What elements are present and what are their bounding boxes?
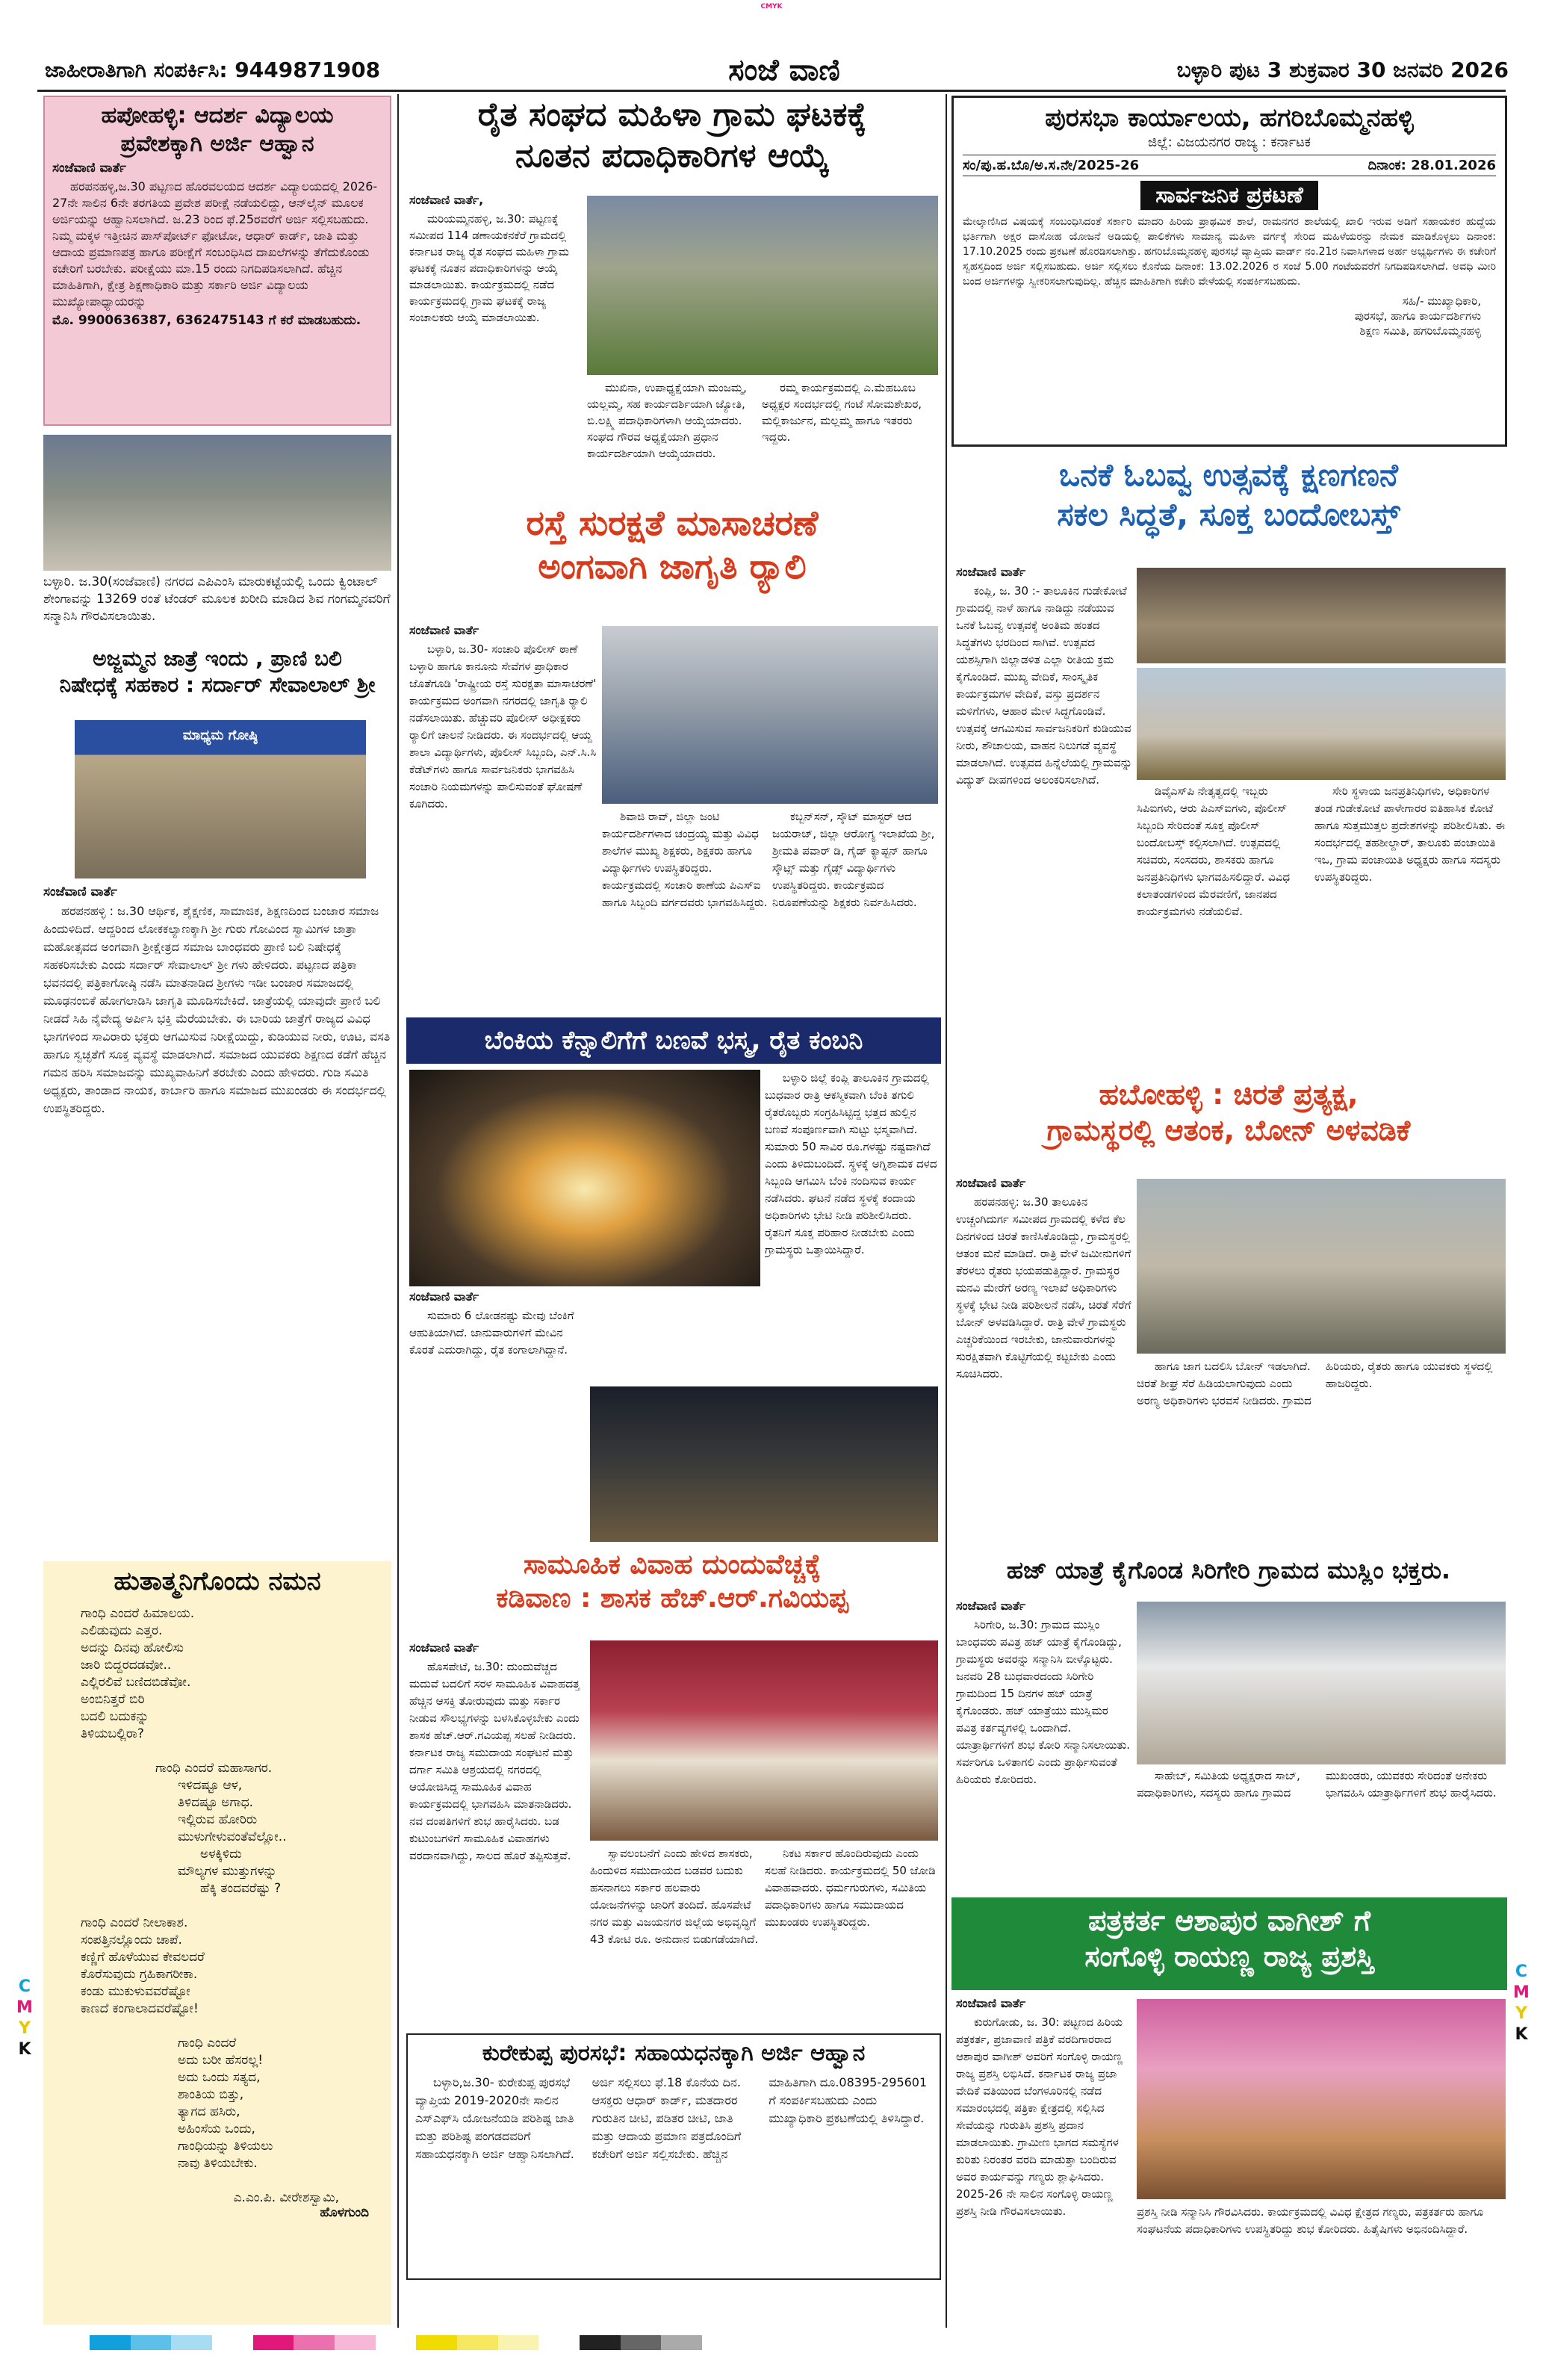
paragraph: ಕಬ್ಬನ್‌ಸನ್, ಸ್ಕೌಟ್ ಮಾಸ್ಟರ್ ಆದ ಜಯರಾಜ್, ಜಿಲ್ಲಾ ಆರೋಗ್ಯ ಇಲಾಖೆಯ ಶ್ರೀ, ಶ್ರೀಮತಿ ಪವಾರ್ ಡಿ, ಗೈಡ್ ಕ್ಯಾಪ್ಟನ್ ಹಾಗೂ ಸ್ಕೌಟ್ಸ್ ಮತ್ತು ಗೈಡ್ಸ್ ವಿದ್ಯಾರ್ಥಿಗಳು ಉಪಸ್ಥಿತರಿದ್ದರು. ಕಾರ್ಯಕ್ರಮದ ನಿರೂಪಣೆಯನ್ನು ಶಿಕ್ಷಕರು ನಿರ್ವಹಿಸಿದರು. xyxy=(772,810,935,909)
hajj-headline-text: ಹಜ್ ಯಾತ್ರೆ ಕೈಗೊಂಡ ಸಿರಿಗೇರಿ ಗ್ರಾಮದ ಮುಸ್ಲಿಂ ಭಕ್ತರು. xyxy=(1006,1556,1451,1584)
byline: ಸಂಜೆವಾಣಿ ವಾರ್ತೆ xyxy=(409,623,479,637)
poem-line: ಎಲ್ಲಿರಲಿವೆ ಬಣಿದಬಿಡೆವೋ. xyxy=(81,1674,191,1690)
poem-line: ಮುಳುಗೇಳುವಂತೆವೆಲ್ಲೋ.. xyxy=(178,1829,287,1844)
poem-line xyxy=(81,1743,384,1760)
paragraph: ಸಾಹೇಬ್, ಸಮಿತಿಯ ಅಧ್ಯಕ್ಷರಾದ ಸಾಬ್, ಪದಾಧಿಕಾರಿಗಳು, ಸದಸ್ಯರು ಹಾಗೂ ಗ್ರಾಮದ ಮುಖಂಡರು, ಯುವಕರು ಸೇರಿದಂತೆ ಅನೇಕರು ಭಾಗವಹಿಸಿ ಯಾತ್ರಾರ್ಥಿಗಳಿಗೆ ಶುಭ ಹಾರೈಸಿದರು. xyxy=(1137,1769,1497,1800)
article-body xyxy=(765,1070,938,1259)
rasthe-article xyxy=(409,623,599,1011)
raitha-group-photo xyxy=(587,196,938,375)
ajjamman-headline-2: ನಿಷೇಧಕ್ಕೆ ಸಹಕಾರ : ಸರ್ದಾರ್ ಸೇವಾಲಾಲ್ ಶ್ರೀ xyxy=(59,672,376,697)
onake-article-2 xyxy=(1137,783,1310,1073)
swatch xyxy=(90,2335,131,2350)
byline: ಸಂಜೆವಾಣಿ ವಾರ್ತೆ xyxy=(956,565,1026,579)
swatch xyxy=(171,2335,212,2350)
cmyk-side-left xyxy=(16,1977,33,2066)
swatch xyxy=(498,2335,539,2350)
fire-night-photo xyxy=(590,1386,938,1542)
article-body xyxy=(409,641,599,813)
award-caption: ಪ್ರಶಸ್ತಿ ನೀಡಿ ಸನ್ಮಾನಿಸಿ ಗೌರವಿಸಿದರು. ಕಾರ್ಯಕ್ರಮದಲ್ಲಿ ವಿವಿಧ ಕ್ಷೇತ್ರದ ಗಣ್ಯರು, ಪತ್ರಕರ್ತರು ಹಾಗೂ ಸಂಘಟನೆಯ ಪದಾಧಿಕಾರಿಗಳು ಉಪಸ್ಥಿತರಿದ್ದು ಶುಭ ಕೋರಿದರು. ಹಿತೈಷಿಗಳು ಅಭಿನಂದಿಸಿದ್ದಾರೆ. xyxy=(1137,2205,1484,2236)
raitha-article-2 xyxy=(587,379,757,499)
cmyk-y: Y xyxy=(1515,2004,1527,2023)
award-headline-2: ಸಂಗೊಳ್ಳಿ ರಾಯಣ್ಣ ರಾಜ್ಯ ಪ್ರಶಸ್ತಿ xyxy=(1084,1939,1374,1973)
notice-sign xyxy=(963,294,1496,338)
article-body xyxy=(762,379,938,445)
cmyk-side-right xyxy=(1513,1962,1530,2051)
vivaha-headline-1: ಸಾಮೂಹಿಕ ವಿವಾಹ ದುಂದುವೆಚ್ಚಕ್ಕೆ xyxy=(523,1549,822,1580)
swatch xyxy=(294,2335,335,2350)
cheetah-article xyxy=(956,1176,1132,1549)
vivaha-article-2 xyxy=(590,1845,760,2030)
article-body xyxy=(1137,1358,1506,1410)
swatch xyxy=(335,2335,376,2350)
vivaha-headline-2: ಕಡಿವಾಣ : ಶಾಸಕ ಹೆಚ್.ಆರ್.ಗವಿಯಪ್ಪ xyxy=(496,1583,848,1614)
raitha-article-3 xyxy=(762,379,938,499)
byline: ಸಂಜೆವಾಣಿ ವಾರ್ತೆ xyxy=(409,1289,479,1304)
paragraph: ಹೊಸಪೇಟೆ, ಜ.30: ದುಂದುವೆಚ್ಚದ ಮದುವೆ ಬದಲಿಗೆ ಸರಳ ಸಾಮೂಹಿಕ ವಿವಾಹದತ್ತ ಹೆಚ್ಚಿನ ಆಸಕ್ತಿ ತೋರುವುದು ಮತ್ತು ಸರ್ಕಾರ ನೀಡುವ ಸೌಲಭ್ಯಗಳನ್ನು ಬಳಸಿಕೊಳ್ಳಬೇಕು ಎಂದು ಶಾಸಕ ಹೆಚ್.ಆರ್.ಗವಿಯಪ್ಪ ಸಲಹೆ ನೀಡಿದರು. ಕರ್ನಾಟಕ ರಾಜ್ಯ ಸಮುದಾಯ ಸಂಘಟನೆ ಮತ್ತು ದರ್ಗಾ ಸಮಿತಿ ಆಶ್ರಯದಲ್ಲಿ ನಗರದಲ್ಲಿ ಆಯೋಜಿಸಿದ್ದ ಸಾಮೂಹಿಕ ವಿವಾಹ ಕಾರ್ಯಕ್ರಮದಲ್ಲಿ ಭಾಗವಹಿಸಿ ಮಾತನಾಡಿದರು. ನವ ದಂಪತಿಗಳಿಗೆ ಶುಭ ಹಾರೈಸಿದರು. ಬಡ ಕುಟುಂಬಗಳಿಗೆ ಸಾಮೂಹಿಕ ವಿವಾಹಗಳು ವರದಾನವಾಗಿದ್ದು, ಸಾಲದ ಹೊರೆ ತಪ್ಪಿಸುತ್ತವೆ. xyxy=(409,1660,580,1862)
hajj-photo xyxy=(1137,1602,1506,1764)
article-body xyxy=(956,1617,1132,1788)
apmc-caption: ಬಳ್ಳಾರಿ. ಜ.30(ಸಂಜೆವಾಣಿ) ನಗರದ ಎಪಿಎಂಸಿ ಮಾರುಕಟ್ಟೆಯಲ್ಲಿ ಒಂದು ಕ್ವಿಂಟಾಲ್ ಶೇಂಗಾವನ್ನು 13269 ರಂತೆ ಟೆಂಡರ್ ಮೂಲಕ ಖರೀದಿ ಮಾಡಿದ ಶಿವ ಗಂಗಮ್ಮನವರಿಗೆ ಸನ್ಮಾನಿಸಿ ಗೌರವಿಸಲಾಯಿತು. xyxy=(43,574,391,624)
kurekuppa-headline: ಕುರೇಕುಪ್ಪ ಪುರಸಭೆ: ಸಹಾಯಧನಕ್ಕಾಗಿ ಅರ್ಜಿ ಆಹ್ವಾನ xyxy=(482,2040,866,2066)
poem-line: ಶಾಂತಿಯ ಬಿತ್ತು, xyxy=(178,2086,244,2102)
raitha-article xyxy=(409,193,583,499)
vivaha-photo xyxy=(590,1640,938,1841)
onake-stage-photo xyxy=(1137,668,1506,780)
byline: ಸಂಜೆವಾಣಿ ವಾರ್ತೆ xyxy=(43,884,117,899)
poem-line: ಅಂಬಿನಿತ್ತರೆ ಬಿರಿ xyxy=(81,1691,145,1707)
byline: ಸಂಜೆವಾಣಿ ವಾರ್ತೆ xyxy=(956,1996,1026,2010)
fire-headline: ಬೆಂಕಿಯ ಕೆನ್ನಾಲಿಗೆಗೆ ಬಣವೆ ಭಸ್ಮ, ರೈತ ಕಂಬನಿ xyxy=(484,1026,863,1056)
poem-author: ಎ.ಎಂ.ಪಿ. ವೀರೇಶಸ್ವಾಮಿ, xyxy=(233,2190,339,2205)
award-headline-1: ಪತ್ರಕರ್ತ ಆಶಾಪುರ ವಾಗೀಶ್ ಗೆ xyxy=(1088,1904,1370,1937)
fire-article-2 xyxy=(409,1289,586,1543)
hajj-headline xyxy=(949,1555,1509,1596)
cheetah-photo xyxy=(1137,1179,1506,1354)
paragraph: ಕುರುಗೋಡು, ಜ. 30: ಪಟ್ಟಣದ ಹಿರಿಯ ಪತ್ರಕರ್ತ, ಪ್ರಜಾವಾಣಿ ಪತ್ರಿಕೆ ವರದಿಗಾರರಾದ ಆಶಾಪುರ ವಾಗೀಶ್ ಅವರಿಗೆ ಸಂಗೊಳ್ಳಿ ರಾಯಣ್ಣ ರಾಜ್ಯ ಪ್ರಶಸ್ತಿ ಲಭಿಸಿದೆ. ಕರ್ನಾಟಕ ರಾಜ್ಯ ಪ್ರಜಾ ವೇದಿಕೆ ವತಿಯಿಂದ ಬೆಂಗಳೂರಿನಲ್ಲಿ ನಡೆದ ಸಮಾರಂಭದಲ್ಲಿ ಪತ್ರಿಕಾ ಕ್ಷೇತ್ರದಲ್ಲಿ ಸಲ್ಲಿಸಿದ ಸೇವೆಯನ್ನು ಗುರುತಿಸಿ ಪ್ರಶಸ್ತಿ ಪ್ರದಾನ ಮಾಡಲಾಯಿತು. ಗ್ರಾಮೀಣ ಭಾಗದ ಸಮಸ್ಯೆಗಳ ಕುರಿತು ನಿರಂತರ ವರದಿ ಮಾಡುತ್ತಾ ಬಂದಿರುವ ಅವರ ಕಾರ್ಯವನ್ನು ಗಣ್ಯರು ಶ್ಲಾಘಿಸಿದರು. 2025-26 ನೇ ಸಾಲಿನ ಸಂಗೊಳ್ಳಿ ರಾಯಣ್ಣ ಪ್ರಶಸ್ತಿ ನೀಡಿ ಗೌರವಿಸಲಾಯಿತು. xyxy=(956,2015,1123,2218)
paragraph: ಸೇರಿ ಸ್ಥಳಾಯ ಜನಪ್ರತಿನಿಧಿಗಳು, ಅಧಿಕಾರಿಗಳ ತಂಡ ಗುಡೇಕೋಟೆ ಪಾಳೇಗಾರರ ಐತಿಹಾಸಿಕ ಕೋಟೆ ಹಾಗೂ ಸುತ್ತಮುತ್ತಲ ಪ್ರದೇಶಗಳನ್ನು ಪರಿಶೀಲಿಸಿತು. ಈ ಸಂದರ್ಭದಲ್ಲಿ ತಹಶೀಲ್ದಾರ್, ತಾಲೂಕು ಪಂಚಾಯಿತಿ ಇಒ, ಗ್ರಾಮ ಪಂಚಾಯಿತಿ ಅಧ್ಯಕ್ಷರು ಹಾಗೂ ಸದಸ್ಯರು ಉಪಸ್ಥಿತರಿದ್ದರು. xyxy=(1314,784,1505,884)
vivaha-article-3 xyxy=(765,1845,938,2030)
onake-headline xyxy=(949,456,1509,560)
article-body xyxy=(409,1658,586,1865)
swatch xyxy=(212,2335,253,2350)
poem-line: ಬದಲಿ ಬದುಕನ್ನು xyxy=(81,1708,149,1724)
ajjamman-article xyxy=(43,884,391,1534)
column-rule xyxy=(946,94,947,2328)
color-calibration-bar xyxy=(90,2335,702,2350)
cheetah-article-2 xyxy=(1137,1358,1506,1549)
poem-line: ತ್ಯಾಗದ ಹಸಿರು, xyxy=(178,2104,240,2119)
swatch xyxy=(376,2335,417,2350)
paragraph: ಡಿವೈಎಸ್‌ಪಿ ನೇತೃತ್ವದಲ್ಲಿ ಇಬ್ಬರು ಸಿಪಿಐಗಳು, ಆರು ಪಿಎಸ್‌ಐಗಳು, ಪೊಲೀಸ್ ಸಿಬ್ಬಂದಿ ಸೇರಿದಂತೆ ಸೂಕ್ತ ಪೊಲೀಸ್ ಬಂದೋಬಸ್ತ್ ಕಲ್ಪಿಸಲಾಗಿದೆ. ಉತ್ಸವದಲ್ಲಿ ಸಚಿವರು, ಸಂಸದರು, ಶಾಸಕರು ಹಾಗೂ ಜನಪ್ರತಿನಿಧಿಗಳು ಭಾಗವಹಿಸಲಿದ್ದಾರೆ. ವಿವಿಧ ಕಲಾತಂಡಗಳಿಂದ ಮೆರವಣಿಗೆ, ಜಾನಪದ ಕಾರ್ಯಕ್ರಮಗಳು ನಡೆಯಲಿವೆ. xyxy=(1137,784,1291,918)
masthead-rule xyxy=(37,90,1506,92)
notice-sign-line: ಶಿಕ್ಷಣ ಸಮಿತಿ, ಹಗರಿಬೊಮ್ಮನಹಳ್ಳಿ xyxy=(1359,323,1481,338)
paragraph: ರಮ್ಮ ಕಾರ್ಯಕ್ರಮದಲ್ಲಿ ಎ.ಮೆಹಬೂಬ ಅಧ್ಯಕ್ಷರ ಸಂದರ್ಭದಲ್ಲಿ ಗಂಟೆ ಸೋಮಶೇಖರ, ಮಲ್ಲಿಕಾರ್ಜುನ, ಮಲ್ಲಮ್ಮ ಹಾಗೂ ಇತರರು ಇದ್ದರು. xyxy=(762,381,922,444)
article-body xyxy=(956,583,1132,789)
ajjamman-headline xyxy=(43,645,391,714)
byline: ಸಂಜೆವಾಣಿ ವಾರ್ತೆ xyxy=(956,1599,1026,1613)
adarsh-headline-2: ಪ್ರವೇಶಕ್ಕಾಗಿ ಅರ್ಜಿ ಆಹ್ವಾನ xyxy=(120,130,314,157)
swatch xyxy=(580,2335,621,2350)
rasthe-headline-1: ರಸ್ತೆ ಸುರಕ್ಷತೆ ಮಾಸಾಚರಣೆ xyxy=(526,503,819,543)
poem-line: ತಿಳಿಯಬಲ್ಲಿರಾ? xyxy=(81,1726,144,1741)
article-body xyxy=(415,2074,932,2163)
poem-line: ತಿಳಿದಷ್ಟೂ ಅಗಾಧ. xyxy=(178,1794,254,1810)
poem-line: ಜಾರಿ ಬಿದ್ದರದಡವೋ.. xyxy=(81,1657,172,1673)
poem-line: ಇಳಿದಷ್ಟೂ ಆಳ, xyxy=(178,1777,243,1793)
poem-line: ಗಾಂಧಿ ಎಂದರೆ ನೀಲಾಕಾಶ. xyxy=(81,1915,188,1930)
cmyk-k: K xyxy=(18,2040,31,2059)
poem-line: ಕಾಣದೆ ಕಂಗಾಲಾದವರೆಷ್ಟೋ! xyxy=(81,2001,199,2016)
poem-line xyxy=(81,2018,384,2035)
paragraph: ಸಿರಿಗೇರಿ, ಜ.30: ಗ್ರಾಮದ ಮುಸ್ಲಿಂ ಬಾಂಧವರು ಪವಿತ್ರ ಹಜ್ ಯಾತ್ರೆ ಕೈಗೊಂಡಿದ್ದು, ಗ್ರಾಮಸ್ಥರು ಅವರನ್ನು ಸನ್ಮಾನಿಸಿ ಬೀಳ್ಕೊಟ್ಟರು. ಜನವರಿ 28 ಬುಧವಾರದಂದು ಸಿರಿಗೇರಿ ಗ್ರಾಮದಿಂದ 15 ದಿನಗಳ ಹಜ್ ಯಾತ್ರೆ ಕೈಗೊಂಡರು. ಹಜ್ ಯಾತ್ರೆಯು ಮುಸ್ಲಿಮರ ಪವಿತ್ರ ಕರ್ತವ್ಯಗಳಲ್ಲಿ ಒಂದಾಗಿದೆ. ಯಾತ್ರಾರ್ಥಿಗಳಿಗೆ ಶುಭ ಕೋರಿ ಸನ್ಮಾನಿಸಲಾಯಿತು. ಸರ್ವರಿಗೂ ಒಳಿತಾಗಲಿ ಎಂದು ಪ್ರಾರ್ಥಿಸುವಂತೆ ಹಿರಿಯರು ಕೋರಿದರು. xyxy=(956,1618,1130,1786)
rasthe-article-3 xyxy=(772,808,938,1011)
award-headline-bar xyxy=(951,1897,1507,1990)
fire-article xyxy=(765,1070,938,1383)
adarsh-headline-1: ಹಪೋಹಳ್ಳಿ: ಆದರ್ಶ ವಿದ್ಯಾಲಯ xyxy=(101,102,334,128)
press-meet-photo xyxy=(75,720,366,878)
poem-lines xyxy=(51,1605,384,2172)
notice-sign-line: ಪುರಸಭೆ, ಹಾಗೂ ಕಾರ್ಯದರ್ಶಿಗಳು xyxy=(1354,309,1481,323)
notice-label-wrap xyxy=(963,182,1496,208)
poem-line: ಗಾಂಧಿ ಎಂದರೆ xyxy=(178,2035,237,2051)
cmyk-y: Y xyxy=(19,2019,31,2038)
poem-line: ಅದು ಬರೀ ಹೆಸರಲ್ಲ! xyxy=(178,2052,264,2068)
paragraph: ಸ್ವಾವಲಂಬನೆಗೆ ಎಂದು ಹೇಳಿದ ಶಾಸಕರು, ಹಿಂದುಳಿದ ಸಮುದಾಯದ ಬಡವರ ಬದುಕು ಹಸನಾಗಲು ಸರ್ಕಾರ ಹಲವಾರು ಯೋಜನೆಗಳನ್ನು ಜಾರಿಗೆ ತಂದಿದೆ. ಹೊಸಪೇಟೆ ನಗರ ಮತ್ತು ವಿಜಯನಗರ ಜಿಲ್ಲೆಯ ಅಭಿವೃದ್ಧಿಗೆ 43 ಕೋಟಿ ರೂ. ಅನುದಾನ ಬಿಡುಗಡೆಯಾಗಿದೆ. xyxy=(590,1847,759,1946)
onake-headline-2: ಸಕಲ ಸಿದ್ಧತೆ, ಸೂಕ್ತ ಬಂದೋಬಸ್ತ್ xyxy=(1057,495,1400,533)
tribute-poem xyxy=(43,1561,391,2325)
article-body xyxy=(772,808,938,911)
raitha-headline xyxy=(403,94,941,190)
swatch xyxy=(416,2335,457,2350)
article-body xyxy=(956,2014,1132,2220)
swatch xyxy=(131,2335,172,2350)
byline: ಸಂಜೆವಾಣಿ ವಾರ್ತೆ xyxy=(956,1176,1026,1190)
cheetah-headline-1: ಹಬೋಹಳ್ಳಿ : ಚಿರತೆ ಪ್ರತ್ಯಕ್ಷ, xyxy=(1099,1078,1359,1111)
apmc-photo xyxy=(43,435,391,571)
notice-ref: ಸಂ/ಪು.ಹ.ಬೊ/ಅ.ಸ.ನೇ/2025-26 xyxy=(963,157,1140,173)
vivaha-article xyxy=(409,1640,586,2029)
article-body xyxy=(409,211,583,326)
paragraph: ಮರಿಯಮ್ಮನಹಳ್ಳಿ, ಜ.30: ಪಟ್ಟಣಕ್ಕೆ ಸಮೀಪದ 114 ಡಣಾಯಕನಕೆರೆ ಗ್ರಾಮದಲ್ಲಿ ಕರ್ನಾಟಕ ರಾಜ್ಯ ರೈತ ಸಂಘದ ಮಹಿಳಾ ಗ್ರಾಮ ಘಟಕಕ್ಕೆ ನೂತನ ಪದಾಧಿಕಾರಿಗಳನ್ನು ಆಯ್ಕೆ ಮಾಡಲಾಯಿತು. ಕಾರ್ಯಕ್ರಮದಲ್ಲಿ ನಡೆದ ಕಾರ್ಯಕ್ರಮದಲ್ಲಿ ಗ್ರಾಮ ಘಟಕಕ್ಕೆ ರಾಜ್ಯ ಸಂಚಾಲಕರು ಆಯ್ಕೆ ಮಾಡಲಾಯಿತು. xyxy=(409,212,569,324)
poem-line: ಸಂಪತ್ತಿನಲ್ಲೊಂದು ಚಾಪೆ. xyxy=(81,1932,182,1947)
swatch xyxy=(253,2335,294,2350)
raitha-headline-1: ರೈತ ಸಂಘದ ಮಹಿಳಾ ಗ್ರಾಮ ಘಟಕಕ್ಕೆ xyxy=(477,96,867,134)
cmyk-c: C xyxy=(18,1977,31,1996)
byline: ಸಂಜೆವಾಣಿ ವಾರ್ತೆ xyxy=(409,1640,479,1655)
rally-photo xyxy=(602,626,938,804)
poem-line: ಕಣ್ಣಿಗೆ ಹೊಳೆಯುವ ಕೇವಲದರೆ xyxy=(81,1949,205,1965)
hajj-article xyxy=(956,1599,1132,1890)
poem-line: ಕಂಡು ಮುಕುಳುವವರೆಷ್ಟೋ xyxy=(81,1983,190,1999)
cmyk-k: K xyxy=(1515,2025,1528,2044)
poem-line: ನಾವು ತಿಳಿಯಬೇಕು. xyxy=(178,2155,258,2171)
article-body xyxy=(590,1845,760,1948)
article-body xyxy=(43,902,391,1118)
poem-line: ಹೆಕ್ಕಿ ತಂದವರೆಷ್ಟು ? xyxy=(200,1880,282,1896)
article-body xyxy=(1137,1767,1506,1803)
paragraph: ಬಳ್ಳಾರಿ, ಜ.30- ಸಂಚಾರಿ ಪೊಲೀಸ್ ಠಾಣೆ ಬಳ್ಳಾರಿ ಹಾಗೂ ಕಾನೂನು ಸೇವೆಗಳ ಪ್ರಾಧಿಕಾರ ಜೊತೆಗೂಡಿ 'ರಾಷ್ಟ್ರೀಯ ರಸ್ತೆ ಸುರಕ್ಷತಾ ಮಾಸಾಚರಣೆ' ಕಾರ್ಯಕ್ರಮದ ಅಂಗವಾಗಿ ನಗರದಲ್ಲಿ ಜಾಗೃತಿ ರ್‍ಯಾಲಿ ನಡೆಸಲಾಯಿತು. ಹೆಚ್ಚುವರಿ ಪೊಲೀಸ್ ಅಧೀಕ್ಷಕರು ರ್‍ಯಾಲಿಗೆ ಚಾಲನೆ ನೀಡಿದರು. ಈ ಸಂದರ್ಭದಲ್ಲಿ ಆಯ್ದ ಶಾಲಾ ವಿದ್ಯಾರ್ಥಿಗಳು, ಪೊಲೀಸ್ ಸಿಬ್ಬಂದಿ, ಎನ್.ಸಿ.ಸಿ ಕೆಡೆಟ್‌ಗಳು ಹಾಗೂ ಸಾರ್ವಜನಿಕರು ಭಾಗವಹಿಸಿ ಸಂಚಾರಿ ನಿಯಮಗಳನ್ನು ಪಾಲಿಸುವಂತೆ ಘೋಷಣೆ ಕೂಗಿದರು. xyxy=(409,642,597,811)
cmyk-c: C xyxy=(1515,1962,1528,1981)
notice-district: ಜಿಲ್ಲೆ: ವಿಜಯನಗರ ರಾಜ್ಯ : ಕರ್ನಾಟಕ xyxy=(1148,134,1311,150)
rasthe-headline-2: ಅಂಗವಾಗಿ ಜಾಗೃತಿ ರ್‍ಯಾಲಿ xyxy=(538,545,807,586)
fire-headline-bar xyxy=(406,1017,941,1064)
poem-line xyxy=(81,1897,384,1915)
paragraph: ಹಾಗೂ ಜಾಗ ಬದಲಿಸಿ ಬೋನ್ ಇಡಲಾಗಿದೆ. ಚಿರತೆ ಶೀಘ್ರ ಸೆರೆ ಹಿಡಿಯಲಾಗುವುದು ಎಂದು ಅರಣ್ಯ ಅಧಿಕಾರಿಗಳು ಭರವಸೆ ನೀಡಿದರು. ಗ್ರಾಮದ ಹಿರಿಯರು, ರೈತರು ಹಾಗೂ ಯುವಕರು ಸ್ಥಳದಲ್ಲಿ ಹಾಜರಿದ್ದರು. xyxy=(1137,1360,1493,1407)
paragraph: ಮುಖಿನಾ, ಉಪಾಧ್ಯಕ್ಷೆಯಾಗಿ ಮಂಜಮ್ಮ, ಯಲ್ಲಮ್ಮ, ಸಹ ಕಾರ್ಯದರ್ಶಿಯಾಗಿ ಜ್ಯೋತಿ, ಬಿ.ಲಕ್ಷ್ಮಿ ಪದಾಧಿಕಾರಿಗಳಾಗಿ ಆಯ್ಕೆಯಾದರು. ಸಂಘದ ಗೌರವ ಅಧ್ಯಕ್ಷೆಯಾಗಿ ಪ್ರಧಾನ ಕಾರ್ಯದರ್ಶಿಯಾಗಿ ಆಯ್ಕೆಯಾದರು. xyxy=(587,381,747,460)
notice-body: ಮೇಲ್ಕಾಣಿಸಿದ ವಿಷಯಕ್ಕೆ ಸಂಬಂಧಿಸಿದಂತೆ ಸರ್ಕಾರಿ ಮಾದರಿ ಹಿರಿಯ ಪ್ರಾಥಮಿಕ ಶಾಲೆ, ರಾಮನಗರ ಶಾಲೆಯಲ್ಲಿ ಖಾಲಿ ಇರುವ ಅಡಿಗೆ ಸಹಾಯಕರ ಹುದ್ದೆಯ ಭರ್ತಿಗಾಗಿ ಅಕ್ಷರ ದಾಸೋಹ ಯೋಜನೆ ಅಡಿಯಲ್ಲಿ ಪಾಲಿಕೆಗಳು ಸಾಮಾನ್ಯ ಮಹಿಳಾ ವರ್ಗಕ್ಕೆ ಸೇರಿದ ಮಹಿಳೆಯರನ್ನು ನೇಮಕ ಮಾಡಿಕೊಳ್ಳಲು ದಿನಾಂಕ: 17.10.2025 ರಂದು ಪ್ರಕಟಣೆ ಹೊರಡಿಸಲಾಗಿತ್ತು. ಹಗರಿಬೊಮ್ಮನಹಳ್ಳಿ ಪುರಸಭೆ ವ್ಯಾಪ್ತಿಯ ವಾರ್ಡ್ ನಂ.21ರ ನಿವಾಸಿಗಳಾದ ಅರ್ಹ ಅಭ್ಯರ್ಥಿಗಳು ಈ ಕಚೇರಿಗೆ ಸ್ವಹಸ್ತದಿಂದ ಅರ್ಜಿ ಸಲ್ಲಿಸಬಹುದು. ಅರ್ಜಿ ಸಲ್ಲಿಸಲು ಕೊನೆಯ ದಿನಾಂಕ: 13.02.2026 ರ ಸಂಜೆ 5.00 ಗಂಟೆಯವರೆಗೆ ನಿಗದಿಪಡಿಸಲಾಗಿದೆ. ಅವಧಿ ಮೀರಿ ಬಂದ ಅರ್ಜಿಗಳನ್ನು ಸ್ವೀಕರಿಸಲಾಗುವುದಿಲ್ಲ. ಹೆಚ್ಚಿನ ಮಾಹಿತಿಗಾಗಿ ಕಚೇರಿ ವೇಳೆಯಲ್ಲಿ ಸಂಪರ್ಕಿಸಬಹುದು. xyxy=(963,215,1496,288)
swatch xyxy=(661,2335,702,2350)
folio: ಬಳ್ಳಾರಿ ಪುಟ 3 ಶುಕ್ರವಾರ 30 ಜನವರಿ 2026 xyxy=(1176,58,1509,82)
poem-place: ಹೊಳಗುಂದಿ xyxy=(320,2204,369,2220)
poem-line: ಅದು ಒಂದು ಸತ್ಯದ, xyxy=(178,2069,261,2085)
cmyk-m: M xyxy=(1513,1983,1530,2002)
article-body xyxy=(587,379,757,462)
rasthe-headline xyxy=(403,502,941,614)
onake-headline-1: ಒನಕೆ ಓಬವ್ವ ಉತ್ಸವಕ್ಕೆ ಕ್ಷಣಗಣನೆ xyxy=(1059,456,1398,493)
cmyk-m: M xyxy=(16,1998,33,2017)
poem-line: ಗಾಂಧಿ ಎಂದರೆ ಹಿಮಾಲಯ. xyxy=(81,1605,195,1621)
swatch xyxy=(457,2335,498,2350)
onake-article xyxy=(956,565,1132,1073)
article-body xyxy=(409,1307,586,1359)
paragraph: ನಿಕಟ ಸರ್ಕಾರ ಹೊಂದಿರುವುದು ಎಂದು ಸಲಹೆ ನೀಡಿದರು. ಕಾರ್ಯಕ್ರಮದಲ್ಲಿ 50 ಜೋಡಿ ವಿವಾಹವಾದರು. ಧರ್ಮಗುರುಗಳು, ಸಮಿತಿಯ ಪದಾಧಿಕಾರಿಗಳು ಹಾಗೂ ಸಮುದಾಯದ ಮುಖಂಡರು ಉಪಸ್ಥಿತರಿದ್ದರು. xyxy=(765,1847,936,1929)
notice-date: ದಿನಾಂಕ: 28.01.2026 xyxy=(1367,157,1496,173)
paragraph: ಹರಪನಹಳ್ಳಿ,ಜ.30 ಪಟ್ಟಣದ ಹೊರವಲಯದ ಆದರ್ಶ ವಿದ್ಯಾಲಯದಲ್ಲಿ 2026-27ನೇ ಸಾಲಿನ 6ನೇ ತರಗತಿಯ ಪ್ರವೇಶ ಪರೀಕ್ಷೆ ನಡೆಯಲಿದ್ದು, ಆನ್‌ಲೈನ್ ಮೂಲಕ ಅರ್ಜಿಯನ್ನು ಆಹ್ವಾನಿಸಲಾಗಿದೆ. ಜ.23 ರಿಂದ ಫೆ.25ರವರೆಗೆ ಅರ್ಜಿ ಸಲ್ಲಿಸಬಹುದು. ನಿಮ್ಮ ಮಕ್ಕಳ ಇತ್ತೀಚಿನ ಪಾಸ್‌ಪೋರ್ಟ್ ಫೋಟೋ, ಆಧಾರ್ ಕಾರ್ಡ್, ಜಾತಿ ಮತ್ತು ಆದಾಯ ಪ್ರಮಾಣಪತ್ರ ಹಾಗೂ ಪರೀಕ್ಷೆಗೆ ಸಂಬಂಧಿಸಿದ ದಾಖಲೆಗಳನ್ನು ತೆಗೆದುಕೊಂಡು ಕಚೇರಿಗೆ ಬರಬೇಕು. ಪರೀಕ್ಷೆಯು ಮಾ.15 ರಂದು ನಿಗದಿಪಡಿಸಲಾಗಿದೆ. ಹೆಚ್ಚಿನ ಮಾಹಿತಿಗಾಗಿ, ಕ್ಷೇತ್ರ ಶಿಕ್ಷಣಾಧಿಕಾರಿ ಮತ್ತು ಸರ್ಕಾರಿ ಅರ್ಜಿ ವಿದ್ಯಾಲಯ ಮುಖ್ಯೋಪಾಧ್ಯಾಯರನ್ನು xyxy=(52,179,378,309)
hajj-article-2 xyxy=(1137,1767,1506,1890)
poem-line: ಗಾಂಧಿ ಎಂದರೆ ಮಹಾಸಾಗರ. xyxy=(155,1760,273,1776)
poem-line: ಇಲ್ಲಿರುವ ಹೋರಿರು xyxy=(178,1812,258,1827)
paragraph: ಸುಮಾರು 6 ಲೋಡನಷ್ಟು ಮೇವು ಬೆಂಕಿಗೆ ಆಹುತಿಯಾಗಿದೆ. ಜಾನುವಾರುಗಳಿಗೆ ಮೇವಿನ ಕೊರತೆ ಎದುರಾಗಿದ್ದು, ರೈತ ಕಂಗಾಲಾಗಿದ್ದಾನೆ. xyxy=(409,1309,574,1357)
article-body xyxy=(1314,783,1506,886)
cheetah-headline-2: ಗ್ರಾಮಸ್ಥರಲ್ಲಿ ಆತಂಕ, ಬೋನ್ ಅಳವಡಿಕೆ xyxy=(1046,1113,1411,1147)
tribute-headline: ಹುತಾತ್ಮನಿಗೊಂದು ನಮನ xyxy=(114,1566,321,1596)
article-body xyxy=(602,808,768,911)
poem-line: ಎಲಿಡುವುದು ಎತ್ತರ. xyxy=(81,1623,163,1638)
notice-sign-line: ಸಹಿ/- ಮುಖ್ಯಾಧಿಕಾರಿ, xyxy=(1402,294,1481,308)
award-article xyxy=(956,1996,1132,2325)
onake-article-3 xyxy=(1314,783,1506,1073)
vivaha-headline xyxy=(403,1548,941,1637)
raitha-headline-2: ನೂತನ ಪದಾಧಿಕಾರಿಗಳ ಆಯ್ಕೆ xyxy=(515,137,829,175)
notice-ref-row xyxy=(963,155,1496,176)
article-body xyxy=(765,1845,938,1931)
byline: ಸಂಜೆವಾಣಿ ವಾರ್ತೆ, xyxy=(409,193,484,207)
swatch xyxy=(538,2335,580,2350)
poem-line: ಗಾಂಧಿಯನ್ನು ತಿಳಿಯಲು xyxy=(178,2138,273,2154)
registration-mark-top: CMYK xyxy=(760,3,783,10)
banner-text: ಮಾಧ್ಯಮ ಗೋಷ್ಠಿ xyxy=(182,728,258,743)
newspaper-logo xyxy=(672,49,896,91)
article-body xyxy=(1137,783,1310,920)
fire-photo xyxy=(409,1070,760,1286)
ajjamman-headline-1: ಅಜ್ಜಮ್ಮನ ಜಾತ್ರೆ ಇಂದು , ಪ್ರಾಣಿ ಬಲಿ xyxy=(93,646,342,671)
poem-line: ಮೌಲ್ಯಗಳ ಮುತ್ತುಗಳನ್ನು xyxy=(178,1863,277,1879)
cheetah-headline xyxy=(949,1077,1509,1171)
swatch xyxy=(621,2335,662,2350)
poem-line: ಅಹಿಂಸೆಯ ಒಂದು, xyxy=(178,2121,255,2136)
byline: ಸಂಜೆವಾಣಿ ವಾರ್ತೆ xyxy=(52,161,126,176)
column-rule xyxy=(397,94,399,2328)
kurekuppa-notice xyxy=(406,2033,941,2280)
poem-line: ಕೊರೆಸುವುದು ಗ್ರಹಿಕಾಗರೀಕಾ. xyxy=(81,1966,198,1982)
award-photo xyxy=(1137,1999,1506,2199)
paragraph: ಹರಪನಹಳ್ಳಿ : ಜ.30 ಆರ್ಥಿಕ, ಶೈಕ್ಷಣಿಕ, ಸಾಮಾಜಿಕ, ಶಿಕ್ಷಣದಿಂದ ಬಂಜಾರ ಸಮಾಜ ಹಿಂದುಳಿದಿದೆ. ಆದ್ದರಿಂದ ಲೋಕಕಲ್ಯಾಣಕ್ಕಾಗಿ ಶ್ರೀ ಗುರು ಗೋವಿಂದ ಸ್ವಾಮಿಗಳ ಜಾತ್ರಾ ಮಹೋತ್ಸವದ ಅಂಗವಾಗಿ ಶ್ರೀಕ್ಷೇತ್ರದ ಸಮಾಜ ಬಾಂಧವರು ಪ್ರಾಣಿ ಬಲಿ ನಿಷೇಧಕ್ಕೆ ಸಹಕರಿಸಬೇಕು ಎಂದು ಸರ್ದಾರ್ ಸೇವಾಲಾಲ್ ಶ್ರೀ ಗಳು ಹೇಳಿದರು. ಪಟ್ಟಣದ ಪತ್ರಿಕಾ ಭವನದಲ್ಲಿ ಪತ್ರಿಕಾಗೋಷ್ಠಿ ನಡೆಸಿ ಮಾತನಾಡಿದ ಶ್ರೀಗಳು ಇಡೀ ಬಂಜಾರ ಸಮಾಜದಲ್ಲಿ ಮೂಢನಂಬಿಕೆ ಹೋಗಲಾಡಿಸಿ ಜಾಗೃತಿ ಮೂಡಿಸಬೇಕಿದೆ. ಜಾತ್ರೆಯಲ್ಲಿ ಯಾವುದೇ ಪ್ರಾಣಿ ಬಲಿ ನೀಡದೆ ಸಿಹಿ ನೈವೇದ್ಯ ಅರ್ಪಿಸಿ ಭಕ್ತಿ ಮೆರೆಯಬೇಕು. ಈ ಬಾರಿಯ ಜಾತ್ರೆಗೆ ರಾಜ್ಯದ ವಿವಿಧ ಭಾಗಗಳಿಂದ ಸಾವಿರಾರು ಭಕ್ತರು ಆಗಮಿಸುವ ನಿರೀಕ್ಷೆಯಿದ್ದು, ಕುಡಿಯುವ ನೀರು, ಊಟ, ವಸತಿ ಹಾಗೂ ಸ್ವಚ್ಛತೆಗೆ ಸೂಕ್ತ ವ್ಯವಸ್ಥೆ ಮಾಡಲಾಗಿದೆ. ಸಮಾಜದ ಯುವಕರು ಶಿಕ್ಷಣದ ಕಡೆಗೆ ಹೆಚ್ಚಿನ ಗಮನ ಹರಿಸಿ ಸಮಾಜವನ್ನು ಮುಖ್ಯವಾಹಿನಿಗೆ ತರಬೇಕು ಎಂದು ಹೇಳಿದರು. ಗುಡಿ ಸಮಿತಿ ಅಧ್ಯಕ್ಷರು, ತಾಂಡಾದ ನಾಯಕ, ಕಾರ್ಬಾರಿ ಹಾಗೂ ಸಮಾಜದ ಮುಖಂಡರು ಈ ಸಂದರ್ಭದಲ್ಲಿ ಉಪಸ್ಥಿತರಿದ್ದರು. xyxy=(43,904,391,1115)
paragraph: ಕಂಪ್ಲಿ, ಜ. 30 :- ತಾಲೂಕಿನ ಗುಡೇಕೋಟೆ ಗ್ರಾಮದಲ್ಲಿ ನಾಳೆ ಹಾಗೂ ನಾಡಿದ್ದು ನಡೆಯುವ ಒನಕೆ ಓಬವ್ವ ಉತ್ಸವಕ್ಕೆ ಅಂತಿಮ ಹಂತದ ಸಿದ್ಧತೆಗಳು ಭರದಿಂದ ಸಾಗಿವೆ. ಉತ್ಸವದ ಯಶಸ್ಸಿಗಾಗಿ ಜಿಲ್ಲಾಡಳಿತ ಎಲ್ಲಾ ರೀತಿಯ ಕ್ರಮ ಕೈಗೊಂಡಿದೆ. ಮುಖ್ಯ ವೇದಿಕೆ, ಸಾಂಸ್ಕೃತಿಕ ಕಾರ್ಯಕ್ರಮಗಳ ವೇದಿಕೆ, ವಸ್ತು ಪ್ರದರ್ಶನ ಮಳಿಗೆಗಳು, ಆಹಾರ ಮೇಳ ಸಿದ್ಧಗೊಂಡಿವೆ. ಉತ್ಸವಕ್ಕೆ ಆಗಮಿಸುವ ಸಾರ್ವಜನಿಕರಿಗೆ ಕುಡಿಯುವ ನೀರು, ಶೌಚಾಲಯ, ವಾಹನ ನಿಲುಗಡೆ ವ್ಯವಸ್ಥೆ ಮಾಡಲಾಗಿದೆ. ಉತ್ಸವದ ಹಿನ್ನೆಲೆಯಲ್ಲಿ ಗ್ರಾಮವನ್ನು ವಿದ್ಯುತ್ ದೀಪಗಳಿಂದ ಅಲಂಕರಿಸಲಾಗಿದೆ. xyxy=(956,584,1132,787)
rasthe-article-2 xyxy=(602,808,768,1011)
paragraph: ಶಿವಾಜಿ ರಾವ್, ಜಿಲ್ಲಾ ಜಂಟಿ ಕಾರ್ಯದರ್ಶಿಗಳಾದ ಚಂದ್ರಯ್ಯ ಮತ್ತು ವಿವಿಧ ಶಾಲೆಗಳ ಮುಖ್ಯ ಶಿಕ್ಷಕರು, ಶಿಕ್ಷಕರು ಹಾಗೂ ವಿದ್ಯಾರ್ಥಿಗಳು ಉಪಸ್ಥಿತರಿದ್ದರು. ಕಾರ್ಯಕ್ರಮದಲ್ಲಿ ಸಂಚಾರಿ ಠಾಣೆಯ ಪಿಎಸ್‌ಐ ಹಾಗೂ ಸಿಬ್ಬಂದಿ ವರ್ಗದವರು ಭಾಗವಹಿಸಿದ್ದರು. xyxy=(602,810,768,909)
onake-meeting-photo xyxy=(1137,568,1506,663)
paragraph: ಬಳ್ಳಾರಿ ಜಿಲ್ಲೆ ಕಂಪ್ಲಿ ತಾಲೂಕಿನ ಗ್ರಾಮದಲ್ಲಿ ಬುಧವಾರ ರಾತ್ರಿ ಆಕಸ್ಮಿಕವಾಗಿ ಬೆಂಕಿ ತಗುಲಿ ರೈತರೊಬ್ಬರು ಸಂಗ್ರಹಿಸಿಟ್ಟಿದ್ದ ಭತ್ತದ ಹುಲ್ಲಿನ ಬಣವೆ ಸಂಪೂರ್ಣವಾಗಿ ಸುಟ್ಟು ಭಸ್ಮವಾಗಿದೆ. ಸುಮಾರು 50 ಸಾವಿರ ರೂ.ಗಳಷ್ಟು ನಷ್ಟವಾಗಿದೆ ಎಂದು ತಿಳಿದುಬಂದಿದೆ. ಸ್ಥಳಕ್ಕೆ ಅಗ್ನಿಶಾಮಕ ದಳದ ಸಿಬ್ಬಂದಿ ಆಗಮಿಸಿ ಬೆಂಕಿ ನಂದಿಸುವ ಕಾರ್ಯ ನಡೆಸಿದರು. ಘಟನೆ ನಡೆದ ಸ್ಥಳಕ್ಕೆ ಕಂದಾಯ ಅಧಿಕಾರಿಗಳು ಭೇಟಿ ನೀಡಿ ಪರಿಶೀಲಿಸಿದರು. ರೈತನಿಗೆ ಸೂಕ್ತ ಪರಿಹಾರ ನೀಡಬೇಕು ಎಂದು ಗ್ರಾಮಸ್ಥರು ಒತ್ತಾಯಿಸಿದ್ದಾರೆ. xyxy=(765,1071,937,1256)
article-body xyxy=(52,179,382,310)
paragraph: ಬಳ್ಳಾರಿ,ಜ.30- ಕುರೇಕುಪ್ಪ ಪುರಸಭೆ ವ್ಯಾಪ್ತಿಯ 2019-2020ನೇ ಸಾಲಿನ ಎಸ್‌ಎಫ್‌ಸಿ ಯೋಜನೆಯಡಿ ಪರಿಶಿಷ್ಟ ಜಾತಿ ಮತ್ತು ಪರಿಶಿಷ್ಟ ಪಂಗಡದವರಿಗೆ ಸಹಾಯಧನಕ್ಕಾಗಿ ಅರ್ಜಿ ಆಹ್ವಾನಿಸಲಾಗಿದೆ. ಅರ್ಜಿ ಸಲ್ಲಿಸಲು ಫೆ.18 ಕೊನೆಯ ದಿನ. ಆಸಕ್ತರು ಆಧಾರ್ ಕಾರ್ಡ್, ಮತದಾರರ ಗುರುತಿನ ಚೀಟಿ, ಪಡಿತರ ಚೀಟಿ, ಜಾತಿ ಮತ್ತು ಆದಾಯ ಪ್ರಮಾಣ ಪತ್ರದೊಂದಿಗೆ ಕಚೇರಿಗೆ ಅರ್ಜಿ ಸಲ್ಲಿಸಬೇಕು. ಹೆಚ್ಚಿನ ಮಾಹಿತಿಗಾಗಿ ದೂ.08395-295601 ಗೆ ಸಂಪರ್ಕಿಸಬಹುದು ಎಂದು ಮುಖ್ಯಾಧಿಕಾರಿ ಪ್ರಕಟಣೆಯಲ್ಲಿ ತಿಳಿಸಿದ್ದಾರೆ. xyxy=(415,2074,928,2161)
poem-line: ಅಳಕ್ಕಿಳಿದು xyxy=(200,1846,242,1862)
poem-line: ಅದನ್ನು ದಿನವು ಹೋಲಿಸು xyxy=(81,1640,184,1655)
contact-line: ಮೊ. 9900636387, 6362475143 ಗೆ ಕರೆ ಮಾಡಬಹುದು. xyxy=(52,313,361,328)
ad-contact: ಜಾಹೀರಾತಿಗಾಗಿ ಸಂಪರ್ಕಿಸಿ: 9449871908 xyxy=(45,58,381,82)
notice-label: ಸಾರ್ವಜನಿಕ ಪ್ರಕಟಣೆ xyxy=(1140,181,1318,210)
article-body xyxy=(956,1194,1132,1383)
public-notice xyxy=(951,96,1507,447)
newspaper-name: ಸಂಜೆ ವಾಣಿ xyxy=(728,52,840,87)
paragraph: ಹರಪನಹಳ್ಳಿ: ಜ.30 ತಾಲೂಕಿನ ಉಚ್ಚಂಗಿದುರ್ಗ ಸಮೀಪದ ಗ್ರಾಮದಲ್ಲಿ ಕಳೆದ ಕೆಲ ದಿನಗಳಿಂದ ಚಿರತೆ ಕಾಣಿಸಿಕೊಂಡಿದ್ದು, ಗ್ರಾಮಸ್ಥರಲ್ಲಿ ಆತಂಕ ಮನೆ ಮಾಡಿದೆ. ರಾತ್ರಿ ವೇಳೆ ಜಮೀನುಗಳಿಗೆ ತೆರಳಲು ರೈತರು ಭಯಪಡುತ್ತಿದ್ದಾರೆ. ಗ್ರಾಮಸ್ಥರ ಮನವಿ ಮೇರೆಗೆ ಅರಣ್ಯ ಇಲಾಖೆ ಅಧಿಕಾರಿಗಳು ಸ್ಥಳಕ್ಕೆ ಭೇಟಿ ನೀಡಿ ಪರಿಶೀಲನೆ ನಡೆಸಿ, ಚಿರತೆ ಸೆರೆಗೆ ಬೋನ್ ಅಳವಡಿಸಿದ್ದಾರೆ. ರಾತ್ರಿ ವೇಳೆ ಗ್ರಾಮಸ್ಥರು ಎಚ್ಚರಿಕೆಯಿಂದ ಇರಬೇಕು, ಜಾನುವಾರುಗಳನ್ನು ಸುರಕ್ಷಿತವಾಗಿ ಕೊಟ್ಟಿಗೆಯಲ್ಲಿ ಕಟ್ಟಬೇಕು ಎಂದು ಸೂಚಿಸಿದರು. xyxy=(956,1195,1131,1380)
notice-office: ಪುರಸಭಾ ಕಾರ್ಯಾಲಯ, ಹಗರಿಬೊಮ್ಮನಹಳ್ಳಿ xyxy=(1045,103,1414,133)
adarsh-article xyxy=(43,96,391,426)
